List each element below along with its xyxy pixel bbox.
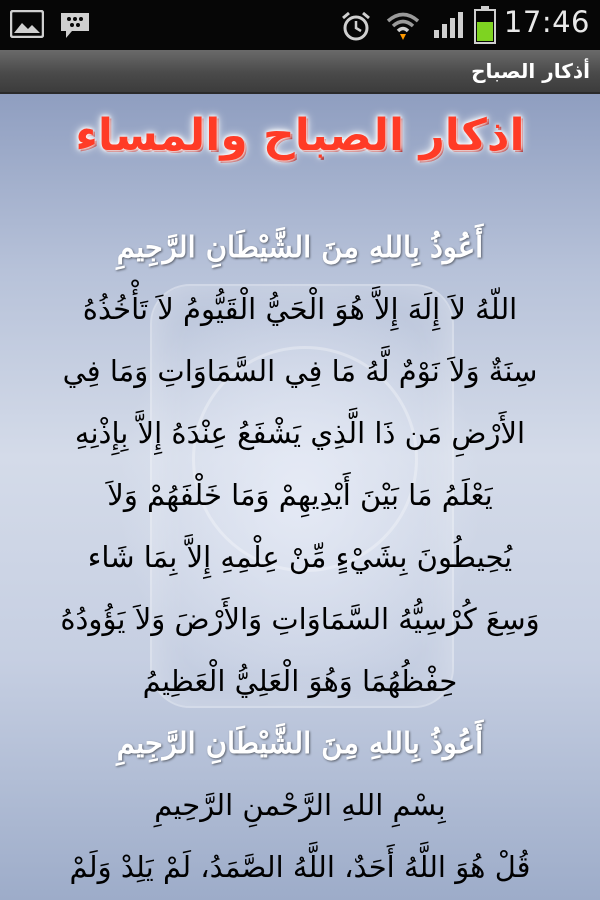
text-line: أَعُوذُ بِاللهِ مِنَ الشَّيْطَانِ الرَّجِيمِ	[116, 230, 484, 264]
text-line: وَسِعَ كُرْسِيُّهُ السَّمَاوَاتِ وَالأَرْضَ وَلاَ يَؤُودُهُ	[60, 602, 540, 636]
bbm-chat-icon	[58, 10, 92, 44]
text-line: يُحِيطُونَ بِشَيْءٍ مِّنْ عِلْمِهِ إِلاَّ بِمَا شَاء	[87, 540, 513, 574]
azkar-text	[0, 216, 600, 898]
azkar-content[interactable]	[0, 94, 600, 900]
text-line: حِفْظُهُمَا وَهُوَ الْعَلِيُّ الْعَظِيمُ	[142, 664, 458, 698]
battery-icon	[474, 6, 496, 48]
text-line: قُلْ هُوَ اللَّهُ أَحَدٌ، اللَّهُ الصَّمَدُ، لَمْ يَلِدْ وَلَمْ	[69, 850, 531, 884]
app-title: أذكار الصباح	[471, 59, 590, 83]
text-line: سِنَةٌ وَلاَ نَوْمٌ لَّهُ مَا فِي السَّمَاوَاتِ وَمَا فِي	[62, 354, 538, 388]
gallery-icon	[10, 10, 44, 42]
page-heading: اذكار الصباح والمساء	[75, 110, 525, 161]
text-line: يَعْلَمُ مَا بَيْنَ أَيْدِيهِمْ وَمَا خَلْفَهُمْ وَلاَ	[107, 478, 493, 512]
text-line: الأَرْضِ مَن ذَا الَّذِي يَشْفَعُ عِنْدَهُ إِلاَّ بِإِذْنِهِ	[74, 416, 526, 450]
wifi-icon	[386, 10, 420, 46]
alarm-icon	[340, 10, 372, 46]
clock-time: 17:46	[503, 5, 590, 39]
text-line: أَعُوذُ بِاللهِ مِنَ الشَّيْطَانِ الرَّجِيمِ	[116, 726, 484, 760]
app-title-bar	[0, 50, 600, 94]
text-line: بِسْمِ اللهِ الرَّحْمنِ الرَّحِيمِ	[154, 788, 446, 822]
signal-icon	[432, 10, 466, 44]
status-bar	[0, 0, 600, 50]
text-line: اللّهُ لاَ إِلَهَ إِلاَّ هُوَ الْحَيُّ الْقَيُّومُ لاَ تَأْخُذُهُ	[82, 292, 518, 326]
